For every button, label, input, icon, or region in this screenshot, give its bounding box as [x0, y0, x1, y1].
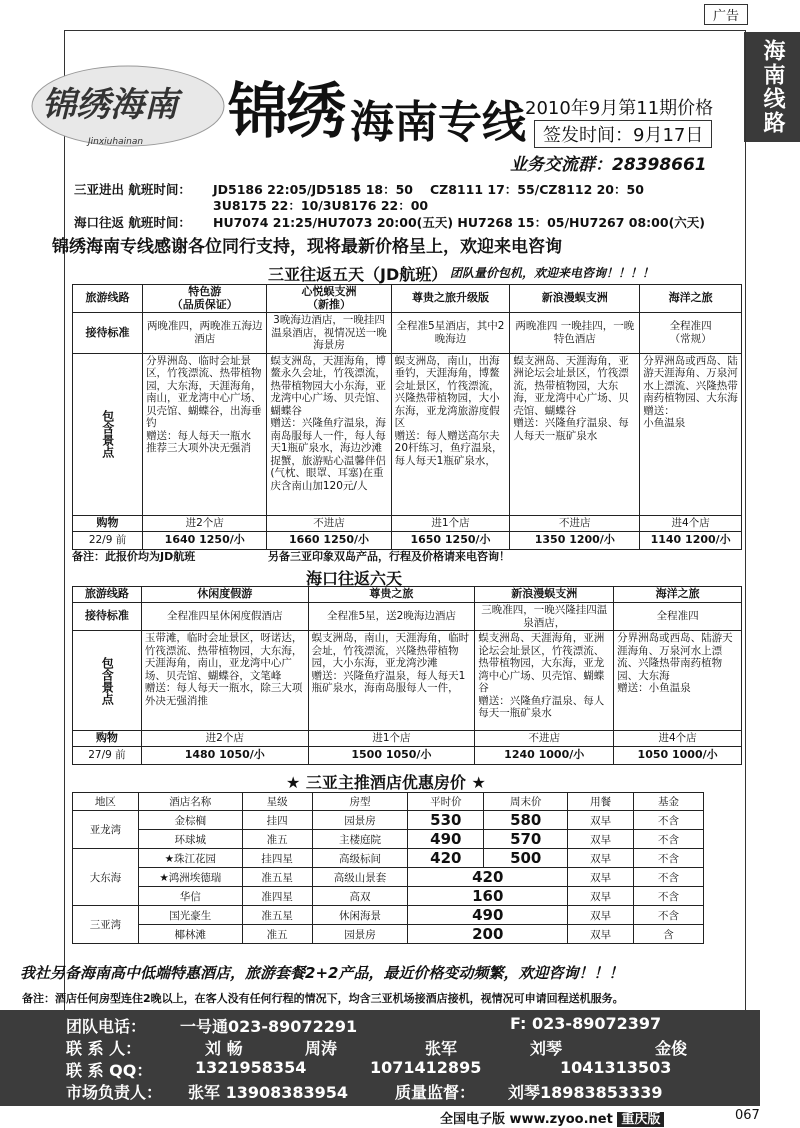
hotel-fund: 不含 [634, 906, 704, 925]
hotel-price: 420 [408, 868, 568, 887]
hotel-weekday-price: 490 [408, 830, 484, 849]
route-name: 心悦蜈支洲 （新推） [267, 285, 391, 313]
route-name: 海洋之旅 [640, 285, 742, 313]
hotel-room: 高双 [312, 887, 408, 906]
hotel-area: 大东海 [73, 849, 139, 906]
price-cell: 1650 1250/小 [391, 531, 510, 549]
footer-site [440, 1108, 664, 1127]
head-shop: 购物 [73, 515, 143, 531]
hotel-star: 挂四星 [242, 849, 312, 868]
manager-contact: 张军 13908383954 [188, 1083, 349, 1102]
hotel-price: 200 [408, 925, 568, 944]
spots-cell: 分界洲岛、临时会址景区，竹筏漂流、热带植物园，大东海，天涯海角，南山，亚龙湾中心广场、贝壳馆、蝴蝶谷，出海垂钓 赠送：每人每天一瓶水 推荐三大项外决无强消 [143, 353, 267, 515]
shop-cell: 进1个店 [391, 515, 510, 531]
qq-number: 1321958354 [195, 1058, 307, 1077]
brand-logo-text: 锦绣海南 [42, 85, 178, 125]
spots-cell: 蜈支洲岛，南山，天涯海角，临时会址，竹筏漂流，兴隆热带植物园，大小东海，亚龙湾沙滩 赠送：兴隆鱼疗温泉，每人每天1瓶矿泉水，海南岛服每人一件， [308, 631, 475, 731]
price-cell: 1240 1000/小 [475, 747, 614, 765]
hotel-meal: 双早 [568, 849, 634, 868]
head-standard: 接待标准 [73, 603, 142, 631]
haikou-section-title: 海口往返六天 [306, 569, 403, 588]
standard-cell: 两晚准四 一晚挂四，一晚特色酒店 [510, 313, 640, 354]
standard-cell: 全程准四星休闲度假酒店 [141, 603, 308, 631]
shop-cell: 不进店 [267, 515, 391, 531]
hotel-weekend-price: 570 [484, 830, 568, 849]
shop-cell: 不进店 [475, 731, 614, 747]
qq-number: 1071412895 [370, 1058, 482, 1077]
hotel-star: 准五星 [242, 868, 312, 887]
standard-cell: 全程准5星酒店，其中2晚海边 [391, 313, 510, 354]
standard-cell: 3晚海边酒店，一晚挂四温泉酒店，视情况送一晚海景房 [267, 313, 391, 354]
qc-contact: 刘琴18983853339 [508, 1083, 663, 1102]
route-name: 尊贵之旅升级版 [391, 285, 510, 313]
hotel-meal: 双早 [568, 811, 634, 830]
footer-city: 重庆版 [617, 1112, 664, 1127]
hotel-header: 地区 [73, 793, 139, 811]
hotel-weekend-price: 500 [484, 849, 568, 868]
page-number: 067 [735, 1108, 760, 1123]
price-cell: 1660 1250/小 [267, 531, 391, 549]
hotel-fund: 不含 [634, 868, 704, 887]
route-name: 特色游 （品质保证） [143, 285, 267, 313]
hotel-meal: 双早 [568, 906, 634, 925]
route-name: 新浪漫蜈支洲 [510, 285, 640, 313]
head-standard: 接待标准 [73, 313, 143, 354]
hotel-meal: 双早 [568, 925, 634, 944]
spots-cell: 蜈支洲岛，南山，出海垂钓，天涯海角，博鳌会址景区，竹筏漂流，兴隆热带植物园，大小东海，亚龙湾旅游度假区 赠送：每人赠送高尔夫20杆练习，鱼疗温泉，每人每天1瓶矿泉水， [391, 353, 510, 515]
hotel-star: 准五 [242, 925, 312, 944]
spots-cell: 蜈支洲岛、天涯海角，亚洲论坛会址景区，竹筏漂流、热带植物园，大东海，亚龙湾中心广场、贝壳馆、蝴蝶谷 赠送：兴隆鱼疗温泉、每人每天一瓶矿泉水 [475, 631, 614, 731]
contact-person: 周涛 [305, 1039, 338, 1058]
flight-sanya-1: JD5186 22:05/JD5185 18：50 [213, 182, 413, 197]
side-category-tab: 海南线路 [744, 32, 800, 142]
hotel-header: 房型 [312, 793, 408, 811]
contact-person: 金俊 [655, 1039, 688, 1058]
shop-cell: 不进店 [510, 515, 640, 531]
hotel-fund: 不含 [634, 811, 704, 830]
hotel-name: 华信 [138, 887, 242, 906]
shop-cell: 进2个店 [143, 515, 267, 531]
qc-label: 质量监督： [395, 1083, 476, 1102]
hotel-star: 准四星 [242, 887, 312, 906]
haikou-table [72, 586, 742, 765]
hotel-name: 环球城 [138, 830, 242, 849]
biz-group: 业务交流群：28398661 [510, 155, 707, 175]
tel-number: 一号通023-89072291 [180, 1017, 358, 1036]
fax-number: F: 023-89072397 [510, 1014, 662, 1033]
hotel-name: ★珠江花园 [138, 849, 242, 868]
hotel-name: ★鸿洲埃德瑞 [138, 868, 242, 887]
qq-number: 1041313503 [560, 1058, 672, 1077]
hotel-header: 平时价 [408, 793, 484, 811]
head-route: 旅游线路 [73, 285, 143, 313]
standard-cell: 三晚准四，一晚兴隆挂四温泉酒店， [475, 603, 614, 631]
hotel-room: 高级山景套 [312, 868, 408, 887]
hotel-name: 金棕榈 [138, 811, 242, 830]
standard-cell: 全程准四 （常规） [640, 313, 742, 354]
head-route: 旅游线路 [73, 587, 142, 603]
hotel-fund: 不含 [634, 830, 704, 849]
people-label: 联 系 人： [66, 1039, 142, 1058]
route-name: 尊贵之旅 [308, 587, 475, 603]
qq-label: 联 系 QQ： [66, 1061, 153, 1080]
hotel-header: 用餐 [568, 793, 634, 811]
flight-haikou: HU7074 21:25/HU7073 20:00(五天) HU7268 15：05/HU7267 08:00(六天) [213, 215, 706, 230]
hotel-header: 周末价 [484, 793, 568, 811]
spots-cell: 分界洲岛或西岛、陆游天涯海角、万泉河水上漂流、兴隆热带南药植物园、大东海 赠送： 小鱼温泉 [640, 353, 742, 515]
hotel-room: 主楼庭院 [312, 830, 408, 849]
spots-cell: 蜈支洲岛、天涯海角，亚洲论坛会址景区，竹筏漂流，热带植物园，大东海，亚龙湾中心广场、贝壳馆、蝴蝶谷 赠送：兴隆鱼疗温泉、每人每天一瓶矿泉水 [510, 353, 640, 515]
shop-cell: 进2个店 [141, 731, 308, 747]
page-title: 锦绣 [228, 77, 344, 147]
ad-label: 广告 [704, 4, 748, 25]
route-name: 海洋之旅 [614, 587, 742, 603]
standard-cell: 全程准5星，送2晚海边酒店 [308, 603, 475, 631]
hotel-table [72, 792, 704, 944]
flight-haikou-label: 海口往返 航班时间： [74, 215, 191, 230]
hotel-weekend-price: 580 [484, 811, 568, 830]
route-name: 新浪漫蜈支洲 [475, 587, 614, 603]
brand-pinyin: Jinxiuhainan [88, 137, 144, 147]
price-cell: 1050 1000/小 [614, 747, 742, 765]
price-cell: 1140 1200/小 [640, 531, 742, 549]
page-subtitle: 海南专线 [350, 97, 526, 148]
hotel-star: 挂四 [242, 811, 312, 830]
contact-person: 刘琴 [530, 1039, 563, 1058]
hotel-name: 国光豪生 [138, 906, 242, 925]
spots-cell: 玉带滩，临时会址景区，呀诺达，竹筏漂流、热带植物园，大东海，天涯海角，南山，亚龙湾中心广场、贝壳馆、蝴蝶谷，文笔峰 赠送：每人每天一瓶水，除三大项外决无强消推 [141, 631, 308, 731]
hotel-room: 高级标间 [312, 849, 408, 868]
hotel-room: 休闲海景 [312, 906, 408, 925]
contact-person: 刘 畅 [205, 1039, 243, 1058]
hotel-section-title: ★ 三亚主推酒店优惠房价 ★ [286, 773, 486, 792]
contact-panel [0, 1010, 760, 1106]
standard-cell: 两晚准四，两晚准五海边酒店 [143, 313, 267, 354]
shop-cell: 进1个店 [308, 731, 475, 747]
promo-banner: 我社另备海南高中低端特惠酒店，旅游套餐2+2产品，最近价格变动频繁，欢迎咨询！！！ [20, 964, 624, 982]
hotel-meal: 双早 [568, 868, 634, 887]
price-cell: 1500 1050/小 [308, 747, 475, 765]
hotel-name: 椰林滩 [138, 925, 242, 944]
head-shop: 购物 [73, 731, 142, 747]
price-cell: 1640 1250/小 [143, 531, 267, 549]
price-cell: 1350 1200/小 [510, 531, 640, 549]
footer-text: 全国电子版 www.zyoo.net [440, 1112, 613, 1127]
spots-cell: 蜈支洲岛，天涯海角，博鳌永久会址，竹筏漂流，热带植物园大小东海，亚龙湾中心广场、贝壳馆、蝴蝶谷 赠送：兴隆鱼疗温泉，海南岛服每人一件，每人每天1瓶矿泉水，海边沙滩捉蟹，旅游贴心温馨伴侣(气枕、眼罩、耳塞)在重庆含南山加120元/人 [267, 353, 391, 515]
manager-label: 市场负责人： [66, 1083, 163, 1102]
sanya-section-title: 三亚往返五天（JD航班） [268, 265, 448, 284]
tel-label: 团队电话： [66, 1017, 147, 1036]
hotel-fund: 含 [634, 925, 704, 944]
hotel-price: 160 [408, 887, 568, 906]
hotel-star: 准五 [242, 830, 312, 849]
hotel-area: 三亚湾 [73, 906, 139, 944]
issue-info: 2010年9月第11期价格 [525, 98, 714, 119]
hotel-weekday-price: 530 [408, 811, 484, 830]
issue-date: 签发时间：9月17日 [534, 120, 712, 148]
head-spots: 包含景点 [73, 353, 143, 515]
sanya-slogan: 团队量价包机，欢迎来电咨询！！！！ [450, 266, 655, 280]
route-name: 休闲度假游 [141, 587, 308, 603]
hotel-fund: 不含 [634, 887, 704, 906]
date-cell: 22/9 前 [73, 531, 143, 549]
brand-logo [28, 58, 228, 158]
hotel-weekday-price: 420 [408, 849, 484, 868]
hotel-fund: 不含 [634, 849, 704, 868]
sanya-note: 备注：此报价均为JD航班 [72, 550, 196, 563]
shop-cell: 进4个店 [614, 731, 742, 747]
standard-cell: 全程准四 [614, 603, 742, 631]
hotel-price: 490 [408, 906, 568, 925]
thanks-banner: 锦绣海南专线感谢各位同行支持，现将最新价格呈上，欢迎来电咨询 [52, 237, 562, 257]
price-cell: 1480 1050/小 [141, 747, 308, 765]
hotel-room: 园景房 [312, 925, 408, 944]
head-spots: 包含景点 [73, 631, 142, 731]
hotel-room: 园景房 [312, 811, 408, 830]
spots-cell: 分界洲岛或西岛、陆游天涯海角、万泉河水上漂流、兴隆热带南药植物园、大东海 赠送：小鱼温泉 [614, 631, 742, 731]
hotel-meal: 双早 [568, 887, 634, 906]
sanya-note-extra: 另备三亚印象双岛产品，行程及价格请来电咨询！ [268, 550, 510, 563]
shop-cell: 进4个店 [640, 515, 742, 531]
flight-sanya-1b: CZ8111 17：55/CZ8112 20：50 [430, 182, 644, 197]
hotel-header: 星级 [242, 793, 312, 811]
date-cell: 27/9 前 [73, 747, 142, 765]
hotel-header: 基金 [634, 793, 704, 811]
contact-person: 张军 [425, 1039, 458, 1058]
hotel-header: 酒店名称 [138, 793, 242, 811]
flight-sanya-2: 3U8175 22：10/3U8176 22：00 [213, 198, 429, 213]
sanya-table [72, 284, 742, 550]
hotel-area: 亚龙湾 [73, 811, 139, 849]
hotel-note: 备注：酒店任何房型连住2晚以上，在客人没有任何行程的情况下，均含三亚机场接酒店接机，视情况可申请回程送机服务。 [22, 992, 624, 1005]
hotel-star: 准五星 [242, 906, 312, 925]
flight-sanya-label: 三亚进出 航班时间： [74, 182, 191, 197]
hotel-meal: 双早 [568, 830, 634, 849]
